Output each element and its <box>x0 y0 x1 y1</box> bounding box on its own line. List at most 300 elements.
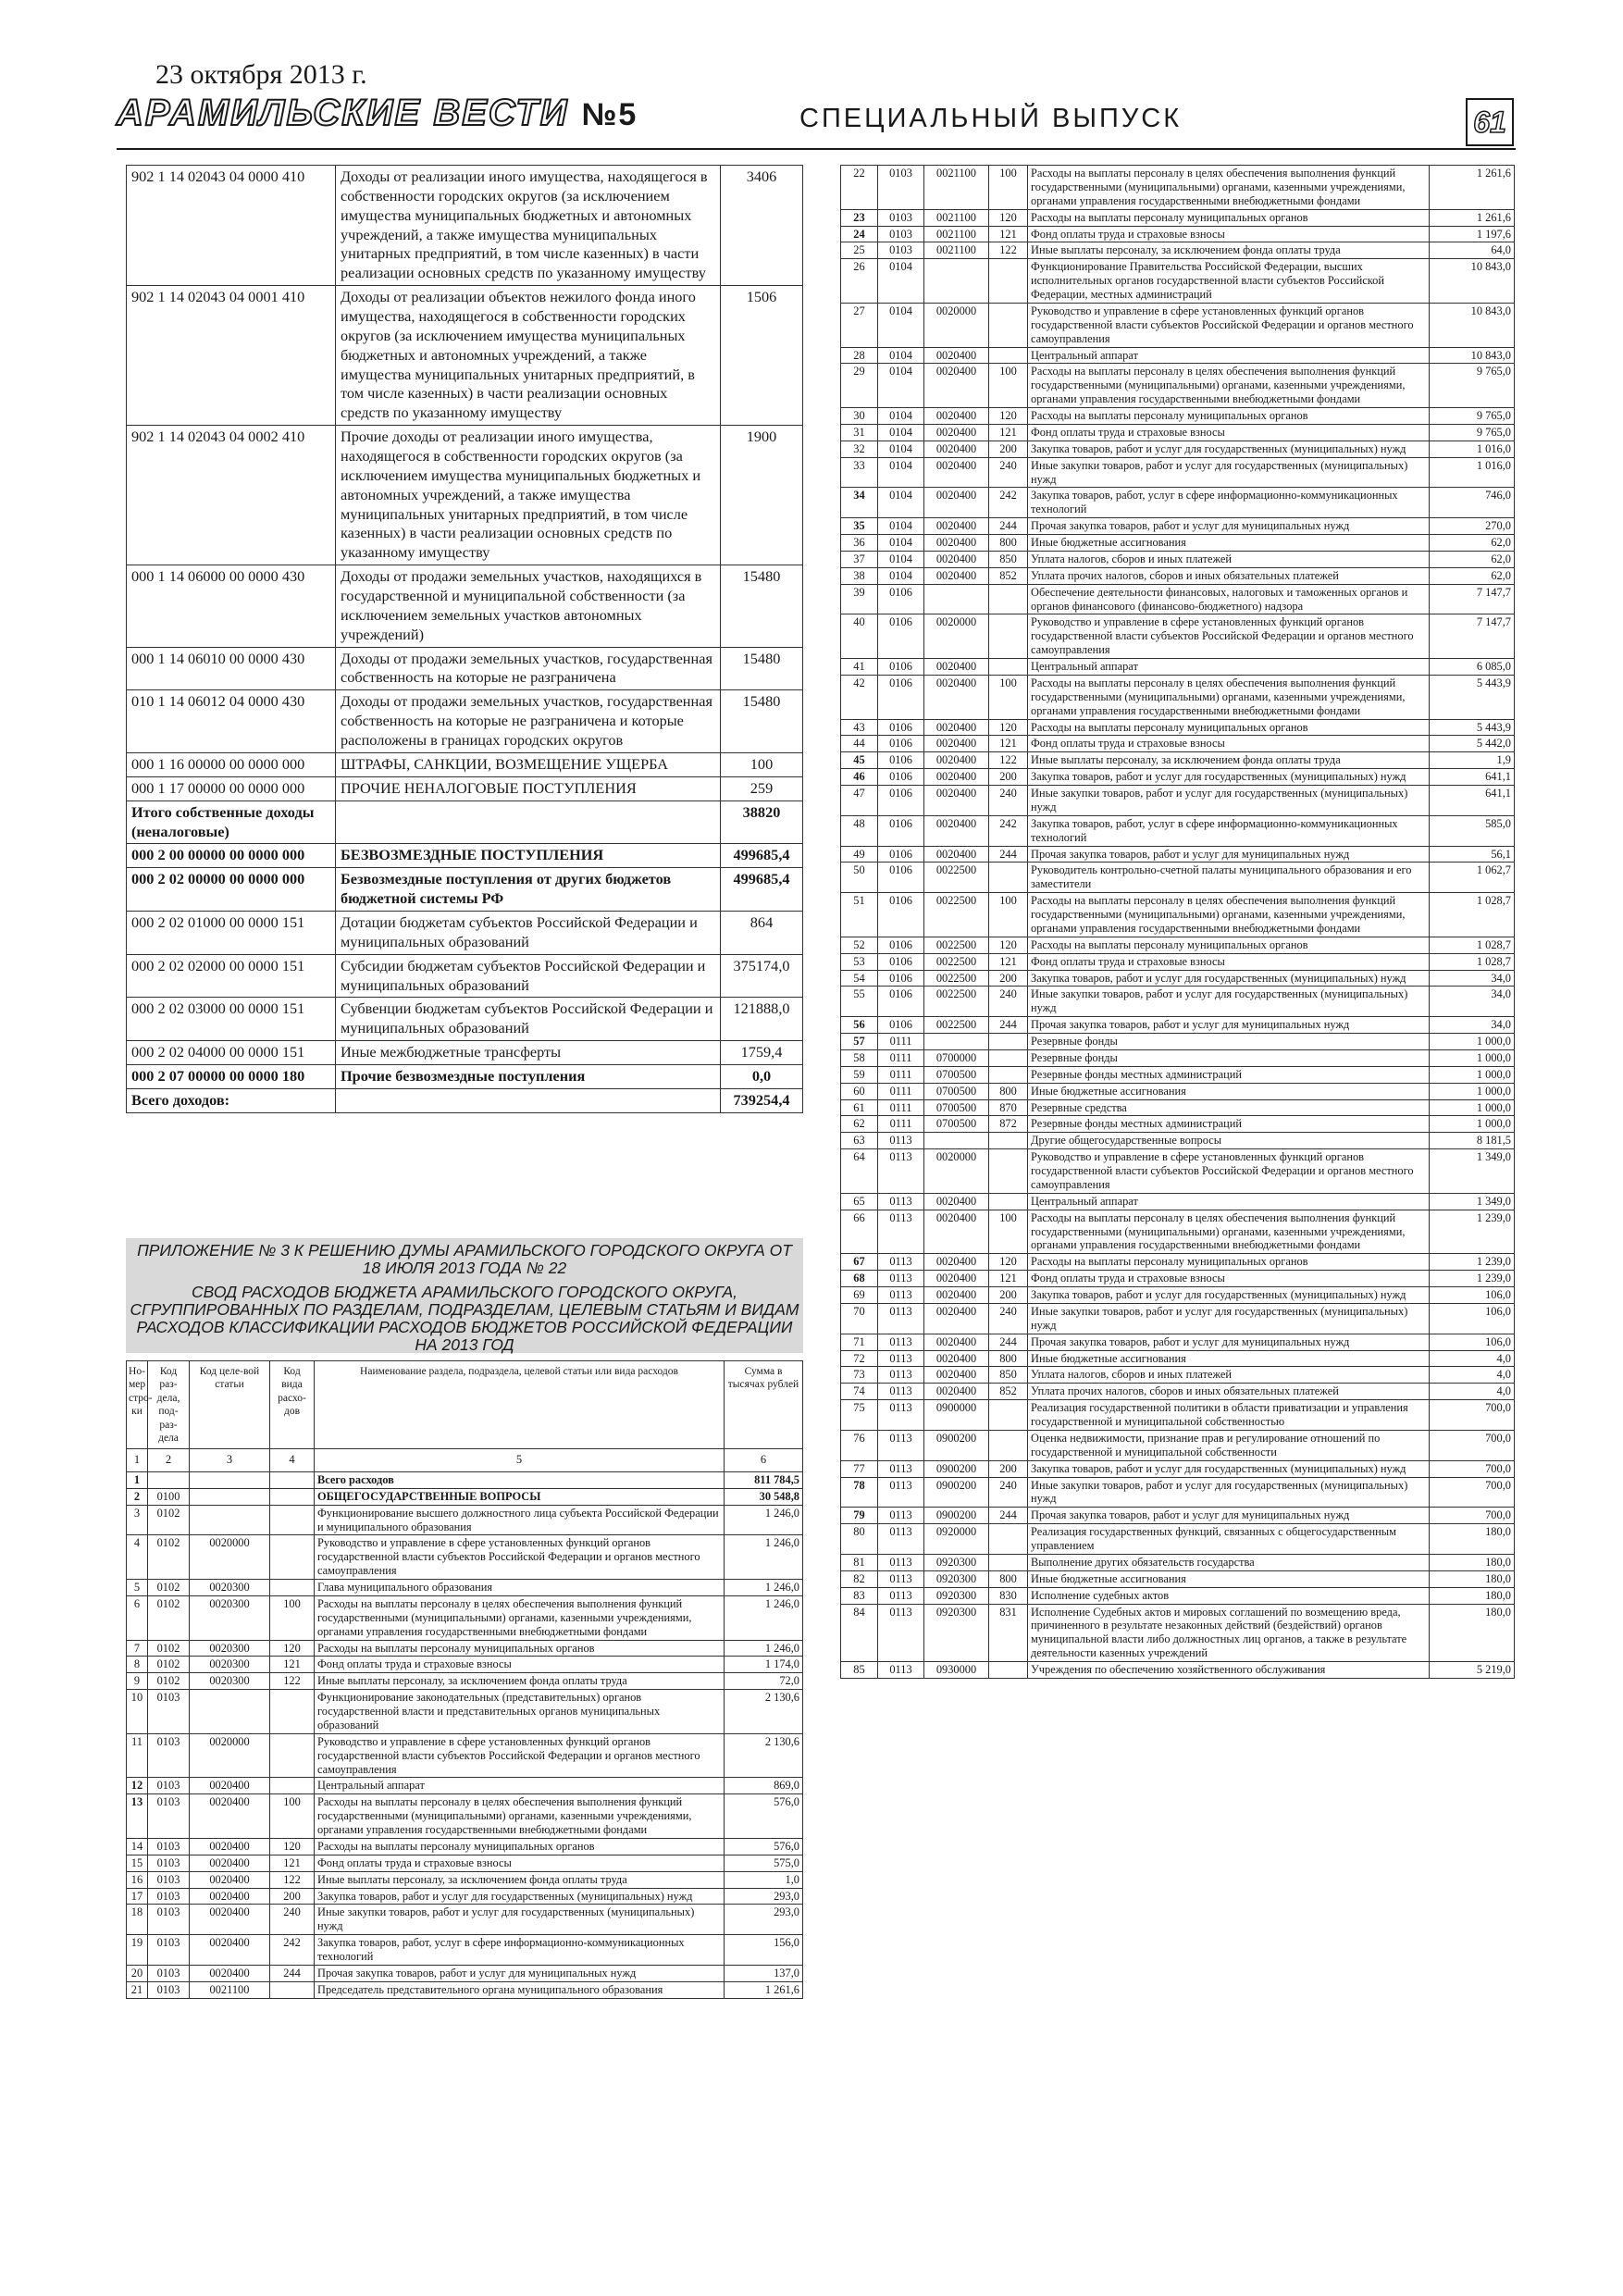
item-name: Прочая закупка товаров, работ и услуг для муниципальных нужд <box>1028 518 1430 535</box>
amount: 700,0 <box>1430 1400 1515 1431</box>
amount: 700,0 <box>1430 1460 1515 1477</box>
target-code: 0020400 <box>190 1965 270 1981</box>
amount: 7 147,7 <box>1430 584 1515 614</box>
item-name: Глава муниципального образования <box>315 1580 725 1596</box>
income-name <box>336 1088 721 1112</box>
section-code: 0111 <box>878 1083 924 1099</box>
section-code: 0113 <box>878 1524 924 1555</box>
expense-row <box>841 303 1515 347</box>
row-number: 21 <box>127 1981 148 1998</box>
amount: 56,1 <box>1430 846 1515 863</box>
income-row <box>127 166 803 286</box>
expense-row <box>127 1657 803 1673</box>
expense-type-code <box>989 659 1028 676</box>
expense-type-code: 800 <box>989 535 1028 552</box>
expense-type-code: 122 <box>270 1673 315 1690</box>
section-code: 0102 <box>148 1595 190 1640</box>
item-name: Функционирование Правительства Российской Федерации, высших исполнительных органов государственной власти субъектов Российской Федерации, местных администраций <box>1028 259 1430 304</box>
row-number: 57 <box>841 1034 878 1050</box>
target-code: 0020400 <box>190 1778 270 1794</box>
target-code: 0020000 <box>190 1535 270 1580</box>
amount: 180,0 <box>1430 1604 1515 1662</box>
header-index: 4 <box>270 1449 315 1472</box>
section-code: 0104 <box>878 364 924 408</box>
section-code: 0106 <box>878 736 924 752</box>
expense-row <box>841 1554 1515 1570</box>
amount: 2 130,6 <box>725 1733 803 1778</box>
item-name: Закупка товаров, работ и услуг для государственных (муниципальных) нужд <box>1028 1287 1430 1304</box>
target-code: 0020400 <box>924 551 989 567</box>
expense-type-code: 850 <box>989 551 1028 567</box>
row-number: 58 <box>841 1049 878 1066</box>
row-number: 37 <box>841 551 878 567</box>
row-number: 82 <box>841 1570 878 1587</box>
row-number: 29 <box>841 364 878 408</box>
row-number: 77 <box>841 1460 878 1477</box>
income-code: 902 1 14 02043 04 0000 410 <box>127 166 336 286</box>
item-name: Прочая закупка товаров, работ и услуг для муниципальных нужд <box>1028 1017 1430 1034</box>
target-code: 0020400 <box>190 1855 270 1871</box>
item-name: Иные бюджетные ассигнования <box>1028 1350 1430 1367</box>
expense-row <box>841 815 1515 846</box>
expense-row <box>127 1981 803 1998</box>
section-code <box>148 1471 190 1488</box>
expense-row <box>841 1367 1515 1384</box>
amount: 5 443,9 <box>1430 719 1515 736</box>
amount: 1 349,0 <box>1430 1149 1515 1194</box>
expense-row <box>841 937 1515 953</box>
amount: 106,0 <box>1430 1287 1515 1304</box>
expense-row <box>127 1595 803 1640</box>
expense-type-code: 850 <box>989 1367 1028 1384</box>
amount: 746,0 <box>1430 488 1515 518</box>
masthead-logo <box>117 93 638 134</box>
target-code: 0020300 <box>190 1640 270 1657</box>
row-number: 36 <box>841 535 878 552</box>
amount: 106,0 <box>1430 1303 1515 1334</box>
expense-row <box>841 970 1515 987</box>
target-code: 0021100 <box>924 242 989 259</box>
expense-row <box>841 846 1515 863</box>
amount: 9 765,0 <box>1430 424 1515 441</box>
expense-row <box>841 1430 1515 1460</box>
section-code: 0104 <box>878 259 924 304</box>
income-code: 000 2 00 00000 00 0000 000 <box>127 844 336 868</box>
item-name: Иные бюджетные ассигнования <box>1028 1083 1430 1099</box>
expense-type-code: 200 <box>989 1460 1028 1477</box>
expense-row <box>127 1471 803 1488</box>
item-name: Закупка товаров, работ, услуг в сфере информационно-коммуникационных технологий <box>1028 815 1430 846</box>
income-code: 000 1 14 06000 00 0000 430 <box>127 565 336 647</box>
special-edition-label: СПЕЦИАЛЬНЫЙ ВЫПУСК <box>799 104 1183 133</box>
income-amount: 739254,4 <box>721 1088 803 1112</box>
income-name: ПРОЧИЕ НЕНАЛОГОВЫЕ ПОСТУПЛЕНИЯ <box>336 776 721 800</box>
expense-row <box>841 1662 1515 1679</box>
item-name: Фонд оплаты труда и страховые взносы <box>1028 736 1430 752</box>
expense-row <box>841 675 1515 719</box>
section-code: 0102 <box>148 1505 190 1535</box>
row-number: 64 <box>841 1149 878 1194</box>
expense-type-code <box>989 1524 1028 1555</box>
expense-row <box>841 518 1515 535</box>
item-name: Исполнение судебных актов <box>1028 1587 1430 1604</box>
target-code: 0020400 <box>190 1935 270 1966</box>
item-name: Фонд оплаты труда и страховые взносы <box>315 1657 725 1673</box>
target-code <box>924 259 989 304</box>
section-code: 0113 <box>878 1367 924 1384</box>
target-code: 0900200 <box>924 1460 989 1477</box>
expense-row <box>841 1570 1515 1587</box>
target-code: 0021100 <box>924 209 989 226</box>
item-name: Закупка товаров, работ, услуг в сфере информационно-коммуникационных технологий <box>315 1935 725 1966</box>
item-name: Руководство и управление в сфере установленных функций органов государственной власти субъектов Российской Федерации и органов местного самоуправления <box>1028 1149 1430 1194</box>
expense-type-code <box>270 1981 315 1998</box>
expense-row <box>127 1905 803 1935</box>
item-name: Иные закупки товаров, работ и услуг для государственных (муниципальных) нужд <box>1028 1477 1430 1508</box>
income-row <box>127 868 803 912</box>
amount: 1 239,0 <box>1430 1271 1515 1287</box>
item-name: Функционирование законодательных (представительных) органов государственной власти и представительных органов муниципальных образований <box>315 1690 725 1734</box>
income-name: Дотации бюджетам субъектов Российской Федерации и муниципальных образований <box>336 911 721 954</box>
section-code: 0113 <box>878 1287 924 1304</box>
income-name: Доходы от продажи земельных участков, находящихся в государственной и муниципальной собственности (за исключением земельных участков автономных учреждений) <box>336 565 721 647</box>
amount: 1 000,0 <box>1430 1034 1515 1050</box>
item-name: Фонд оплаты труда и страховые взносы <box>1028 1271 1430 1287</box>
row-number: 27 <box>841 303 878 347</box>
item-name: Уплата налогов, сборов и иных платежей <box>1028 1367 1430 1384</box>
section-code: 0104 <box>878 488 924 518</box>
section-code: 0103 <box>878 226 924 242</box>
target-code: 0020400 <box>924 719 989 736</box>
expense-type-code <box>989 1554 1028 1570</box>
target-code: 0020400 <box>924 1303 989 1334</box>
row-number: 4 <box>127 1535 148 1580</box>
amount: 700,0 <box>1430 1430 1515 1460</box>
expense-row <box>841 1066 1515 1083</box>
expense-type-code: 242 <box>989 815 1028 846</box>
expense-type-code: 121 <box>270 1855 315 1871</box>
item-name: Обеспечение деятельности финансовых, налоговых и таможенных органов и органов финансового (финансово-бюджетного) надзора <box>1028 584 1430 614</box>
header-index: 6 <box>725 1449 803 1472</box>
section-code: 0111 <box>878 1034 924 1050</box>
expense-row <box>841 364 1515 408</box>
expense-row <box>841 424 1515 441</box>
target-code <box>190 1505 270 1535</box>
target-code: 0020400 <box>924 567 989 584</box>
amount: 137,0 <box>725 1965 803 1981</box>
amount: 576,0 <box>725 1838 803 1855</box>
target-code: 0900000 <box>924 1400 989 1431</box>
amount: 30 548,8 <box>725 1488 803 1505</box>
row-number: 19 <box>127 1935 148 1966</box>
amount: 62,0 <box>1430 551 1515 567</box>
amount: 1 174,0 <box>725 1657 803 1673</box>
item-name: Руководитель контрольно-счетной палаты муниципального образования и его заместители <box>1028 863 1430 893</box>
row-number: 35 <box>841 518 878 535</box>
expense-type-code: 100 <box>270 1794 315 1839</box>
income-name: Доходы от продажи земельных участков, государственная собственность на которые не разграничена и которые расположены в границах городских округов <box>336 690 721 753</box>
amount: 4,0 <box>1430 1384 1515 1400</box>
issue-date: 23 октября 2013 г. <box>155 59 367 90</box>
item-name: Уплата налогов, сборов и иных платежей <box>1028 551 1430 567</box>
row-number: 56 <box>841 1017 878 1034</box>
target-code: 0020400 <box>190 1794 270 1839</box>
item-name: Расходы на выплаты персоналу в целях обеспечения выполнения функций государственными (муниципальными) органами, казенными учреждениями, органами управления государственными внебюджетными фондами <box>1028 364 1430 408</box>
income-name: Субвенции бюджетам субъектов Российской Федерации и муниципальных образований <box>336 998 721 1041</box>
expense-row <box>841 1350 1515 1367</box>
item-name: Руководство и управление в сфере установленных функций органов государственной власти субъектов Российской Федерации и органов местного самоуправления <box>315 1733 725 1778</box>
expense-row <box>841 863 1515 893</box>
page-number: 61 <box>1466 98 1514 146</box>
section-code: 0102 <box>148 1673 190 1690</box>
row-number: 80 <box>841 1524 878 1555</box>
target-code: 0700500 <box>924 1066 989 1083</box>
item-name: Уплата прочих налогов, сборов и иных обязательных платежей <box>1028 567 1430 584</box>
item-name: Закупка товаров, работ и услуг для государственных (муниципальных) нужд <box>1028 1460 1430 1477</box>
amount: 10 843,0 <box>1430 259 1515 304</box>
amount: 1 261,6 <box>1430 209 1515 226</box>
expense-type-code <box>989 303 1028 347</box>
target-code <box>924 1034 989 1050</box>
expense-row <box>841 1254 1515 1271</box>
target-code: 0900200 <box>924 1430 989 1460</box>
row-number: 83 <box>841 1587 878 1604</box>
amount: 7 147,7 <box>1430 614 1515 659</box>
section-code: 0113 <box>878 1554 924 1570</box>
appendix-reference: ПРИЛОЖЕНИЕ № 3 К РЕШЕНИЮ ДУМЫ АРАМИЛЬСКОГО ГОРОДСКОГО ОКРУГА ОТ 18 ИЮЛЯ 2013 ГОДА № 22 <box>137 1241 792 1278</box>
expense-type-code: 244 <box>989 1017 1028 1034</box>
item-name: Фонд оплаты труда и страховые взносы <box>315 1855 725 1871</box>
expense-type-code: 121 <box>989 1271 1028 1287</box>
section-code: 0106 <box>878 614 924 659</box>
row-number: 69 <box>841 1287 878 1304</box>
expense-type-code: 800 <box>989 1083 1028 1099</box>
item-name: Закупка товаров, работ, услуг в сфере информационно-коммуникационных технологий <box>1028 488 1430 518</box>
target-code: 0020400 <box>924 1384 989 1400</box>
expense-type-code: 120 <box>989 1254 1028 1271</box>
row-number: 13 <box>127 1794 148 1839</box>
row-number: 67 <box>841 1254 878 1271</box>
section-code: 0111 <box>878 1099 924 1116</box>
item-name: Председатель представительного органа муниципального образования <box>315 1981 725 1998</box>
expense-row <box>841 259 1515 304</box>
item-name: Расходы на выплаты персоналу в целях обеспечения выполнения функций государственными (муниципальными) органами, казенными учреждениями, органами управления государственными внебюджетными фондами <box>315 1794 725 1839</box>
expense-row <box>841 584 1515 614</box>
expense-row <box>841 1604 1515 1662</box>
item-name: Исполнение Судебных актов и мировых соглашений по возмещению вреда, причиненного в результате незаконных действий (бездействий) органов муниципальной власти либо должностных лиц органов, а также в результате деятельности казенных учреждений <box>1028 1604 1430 1662</box>
income-code: 010 1 14 06012 04 0000 430 <box>127 690 336 753</box>
header-index: 5 <box>315 1449 725 1472</box>
amount: 156,0 <box>725 1935 803 1966</box>
amount: 180,0 <box>1430 1570 1515 1587</box>
row-number: 72 <box>841 1350 878 1367</box>
expense-type-code: 121 <box>270 1657 315 1673</box>
target-code: 0700500 <box>924 1099 989 1116</box>
target-code: 0022500 <box>924 893 989 937</box>
amount: 6 085,0 <box>1430 659 1515 676</box>
item-name: Иные закупки товаров, работ и услуг для государственных (муниципальных) нужд <box>1028 786 1430 816</box>
row-number: 22 <box>841 166 878 210</box>
section-code: 0100 <box>148 1488 190 1505</box>
target-code: 0020400 <box>924 815 989 846</box>
row-number: 38 <box>841 567 878 584</box>
row-number: 6 <box>127 1595 148 1640</box>
target-code: 0020400 <box>190 1888 270 1905</box>
expense-row <box>841 786 1515 816</box>
amount: 869,0 <box>725 1778 803 1794</box>
section-code: 0113 <box>878 1384 924 1400</box>
expense-type-code: 122 <box>989 752 1028 769</box>
header-index: 1 <box>127 1449 148 1472</box>
row-number: 66 <box>841 1210 878 1254</box>
row-number: 15 <box>127 1855 148 1871</box>
row-number: 7 <box>127 1640 148 1657</box>
section-code: 0103 <box>148 1794 190 1839</box>
section-code: 0113 <box>878 1133 924 1149</box>
expense-row <box>841 551 1515 567</box>
item-name: Закупка товаров, работ и услуг для государственных (муниципальных) нужд <box>315 1888 725 1905</box>
income-code: 000 2 02 03000 00 0000 151 <box>127 998 336 1041</box>
expense-type-code: 240 <box>989 1477 1028 1508</box>
header-index: 2 <box>148 1449 190 1472</box>
row-number: 45 <box>841 752 878 769</box>
target-code: 0020400 <box>924 736 989 752</box>
expense-type-code: 100 <box>989 364 1028 408</box>
section-code: 0104 <box>878 567 924 584</box>
income-row <box>127 776 803 800</box>
expense-type-code <box>270 1580 315 1596</box>
row-number: 51 <box>841 893 878 937</box>
income-amount: 0,0 <box>721 1064 803 1088</box>
amount: 10 843,0 <box>1430 347 1515 364</box>
amount: 34,0 <box>1430 970 1515 987</box>
expense-row <box>127 1505 803 1535</box>
section-code: 0103 <box>148 1981 190 1998</box>
expense-type-code: 200 <box>989 1287 1028 1304</box>
expense-type-code <box>270 1488 315 1505</box>
row-number: 49 <box>841 846 878 863</box>
income-name: Прочие доходы от реализации иного имущества, находящегося в собственности городских округов (за исключением имущества муниципальных бюджетных и автономных учреждений, а также имущества муниципальных унитарных предприятий, в том числе казенных) в части реализации основных средств по указанному имуществу <box>336 426 721 565</box>
target-code: 0020400 <box>924 1193 989 1210</box>
amount: 72,0 <box>725 1673 803 1690</box>
target-code: 0022500 <box>924 937 989 953</box>
section-code: 0106 <box>878 719 924 736</box>
expense-row <box>841 1133 1515 1149</box>
section-code: 0113 <box>878 1570 924 1587</box>
item-name: Расходы на выплаты персоналу муниципальных органов <box>315 1640 725 1657</box>
target-code: 0020400 <box>924 675 989 719</box>
expense-row <box>127 1778 803 1794</box>
target-code: 0020400 <box>924 347 989 364</box>
amount: 180,0 <box>1430 1554 1515 1570</box>
amount: 1 239,0 <box>1430 1254 1515 1271</box>
item-name: Другие общегосударственные вопросы <box>1028 1133 1430 1149</box>
income-name: БЕЗВОЗМЕЗДНЫЕ ПОСТУПЛЕНИЯ <box>336 844 721 868</box>
income-amount: 100 <box>721 752 803 776</box>
amount: 1 016,0 <box>1430 441 1515 457</box>
amount: 180,0 <box>1430 1524 1515 1555</box>
amount: 1 246,0 <box>725 1535 803 1580</box>
expense-type-code: 120 <box>989 719 1028 736</box>
section-code: 0106 <box>878 1017 924 1034</box>
expense-row <box>841 1303 1515 1334</box>
expense-row <box>841 1508 1515 1524</box>
income-code: 000 2 02 04000 00 0000 151 <box>127 1041 336 1065</box>
row-number: 14 <box>127 1838 148 1855</box>
section-code: 0102 <box>148 1657 190 1673</box>
expense-row <box>841 659 1515 676</box>
target-code: 0920300 <box>924 1554 989 1570</box>
income-amount: 1900 <box>721 426 803 565</box>
expense-type-code <box>989 1149 1028 1194</box>
amount: 34,0 <box>1430 1017 1515 1034</box>
item-name: Расходы на выплаты персоналу в целях обеспечения выполнения функций государственными (муниципальными) органами, казенными учреждениями, органами управления государственными внебюджетными фондами <box>1028 1210 1430 1254</box>
target-code: 0021100 <box>924 226 989 242</box>
income-amount: 15480 <box>721 647 803 690</box>
income-row <box>127 911 803 954</box>
section-code: 0102 <box>148 1580 190 1596</box>
item-name: Расходы на выплаты персоналу муниципальных органов <box>1028 1254 1430 1271</box>
item-name: Руководство и управление в сфере установленных функций органов государственной власти субъектов Российской Федерации и органов местного самоуправления <box>315 1535 725 1580</box>
amount: 1 028,7 <box>1430 953 1515 970</box>
expense-type-code <box>270 1471 315 1488</box>
target-code: 0020400 <box>924 659 989 676</box>
income-name <box>336 800 721 844</box>
expense-row <box>841 488 1515 518</box>
amount: 64,0 <box>1430 242 1515 259</box>
section-code: 0111 <box>878 1066 924 1083</box>
target-code: 0920300 <box>924 1570 989 1587</box>
expense-row <box>841 535 1515 552</box>
item-name: Резервные средства <box>1028 1099 1430 1116</box>
income-amount: 121888,0 <box>721 998 803 1041</box>
target-code: 0700500 <box>924 1083 989 1099</box>
amount: 270,0 <box>1430 518 1515 535</box>
row-number: 76 <box>841 1430 878 1460</box>
expense-row <box>841 752 1515 769</box>
expense-row <box>841 893 1515 937</box>
income-row <box>127 844 803 868</box>
item-name: Расходы на выплаты персоналу муниципальных органов <box>1028 408 1430 425</box>
amount: 1,0 <box>725 1871 803 1888</box>
target-code: 0022500 <box>924 970 989 987</box>
row-number: 78 <box>841 1477 878 1508</box>
item-name: Резервные фонды местных администраций <box>1028 1116 1430 1133</box>
target-code: 0020300 <box>190 1673 270 1690</box>
section-code: 0104 <box>878 551 924 567</box>
expense-type-code: 122 <box>989 242 1028 259</box>
section-code: 0104 <box>878 457 924 488</box>
target-code: 0020400 <box>924 1334 989 1350</box>
expense-row <box>841 769 1515 786</box>
income-code: 000 2 02 01000 00 0000 151 <box>127 911 336 954</box>
expense-row <box>841 1210 1515 1254</box>
section-code: 0106 <box>878 987 924 1017</box>
amount: 1 349,0 <box>1430 1193 1515 1210</box>
target-code: 0022500 <box>924 953 989 970</box>
target-code: 0920300 <box>924 1587 989 1604</box>
row-number: 65 <box>841 1193 878 1210</box>
row-number: 84 <box>841 1604 878 1662</box>
appendix-title: СВОД РАСХОДОВ БЮДЖЕТА АРАМИЛЬСКОГО ГОРОДСКОГО ОКРУГА, СГРУППИРОВАННЫХ ПО РАЗДЕЛАМ, ПОДРАЗДЕЛАМ, ЦЕЛЕВЫМ СТАТЬЯМ И ВИДАМ РАСХОДОВ КЛАССИФИКАЦИИ РАСХОДОВ БЮДЖЕТОВ РОССИЙСКОЙ ФЕДЕРАЦИИ НА 2013 ГОД <box>130 1282 799 1355</box>
expense-type-code <box>989 1193 1028 1210</box>
amount: 576,0 <box>725 1794 803 1839</box>
income-amount: 375174,0 <box>721 954 803 998</box>
target-code: 0020400 <box>924 518 989 535</box>
row-number: 3 <box>127 1505 148 1535</box>
section-code: 0103 <box>148 1888 190 1905</box>
row-number: 18 <box>127 1905 148 1935</box>
